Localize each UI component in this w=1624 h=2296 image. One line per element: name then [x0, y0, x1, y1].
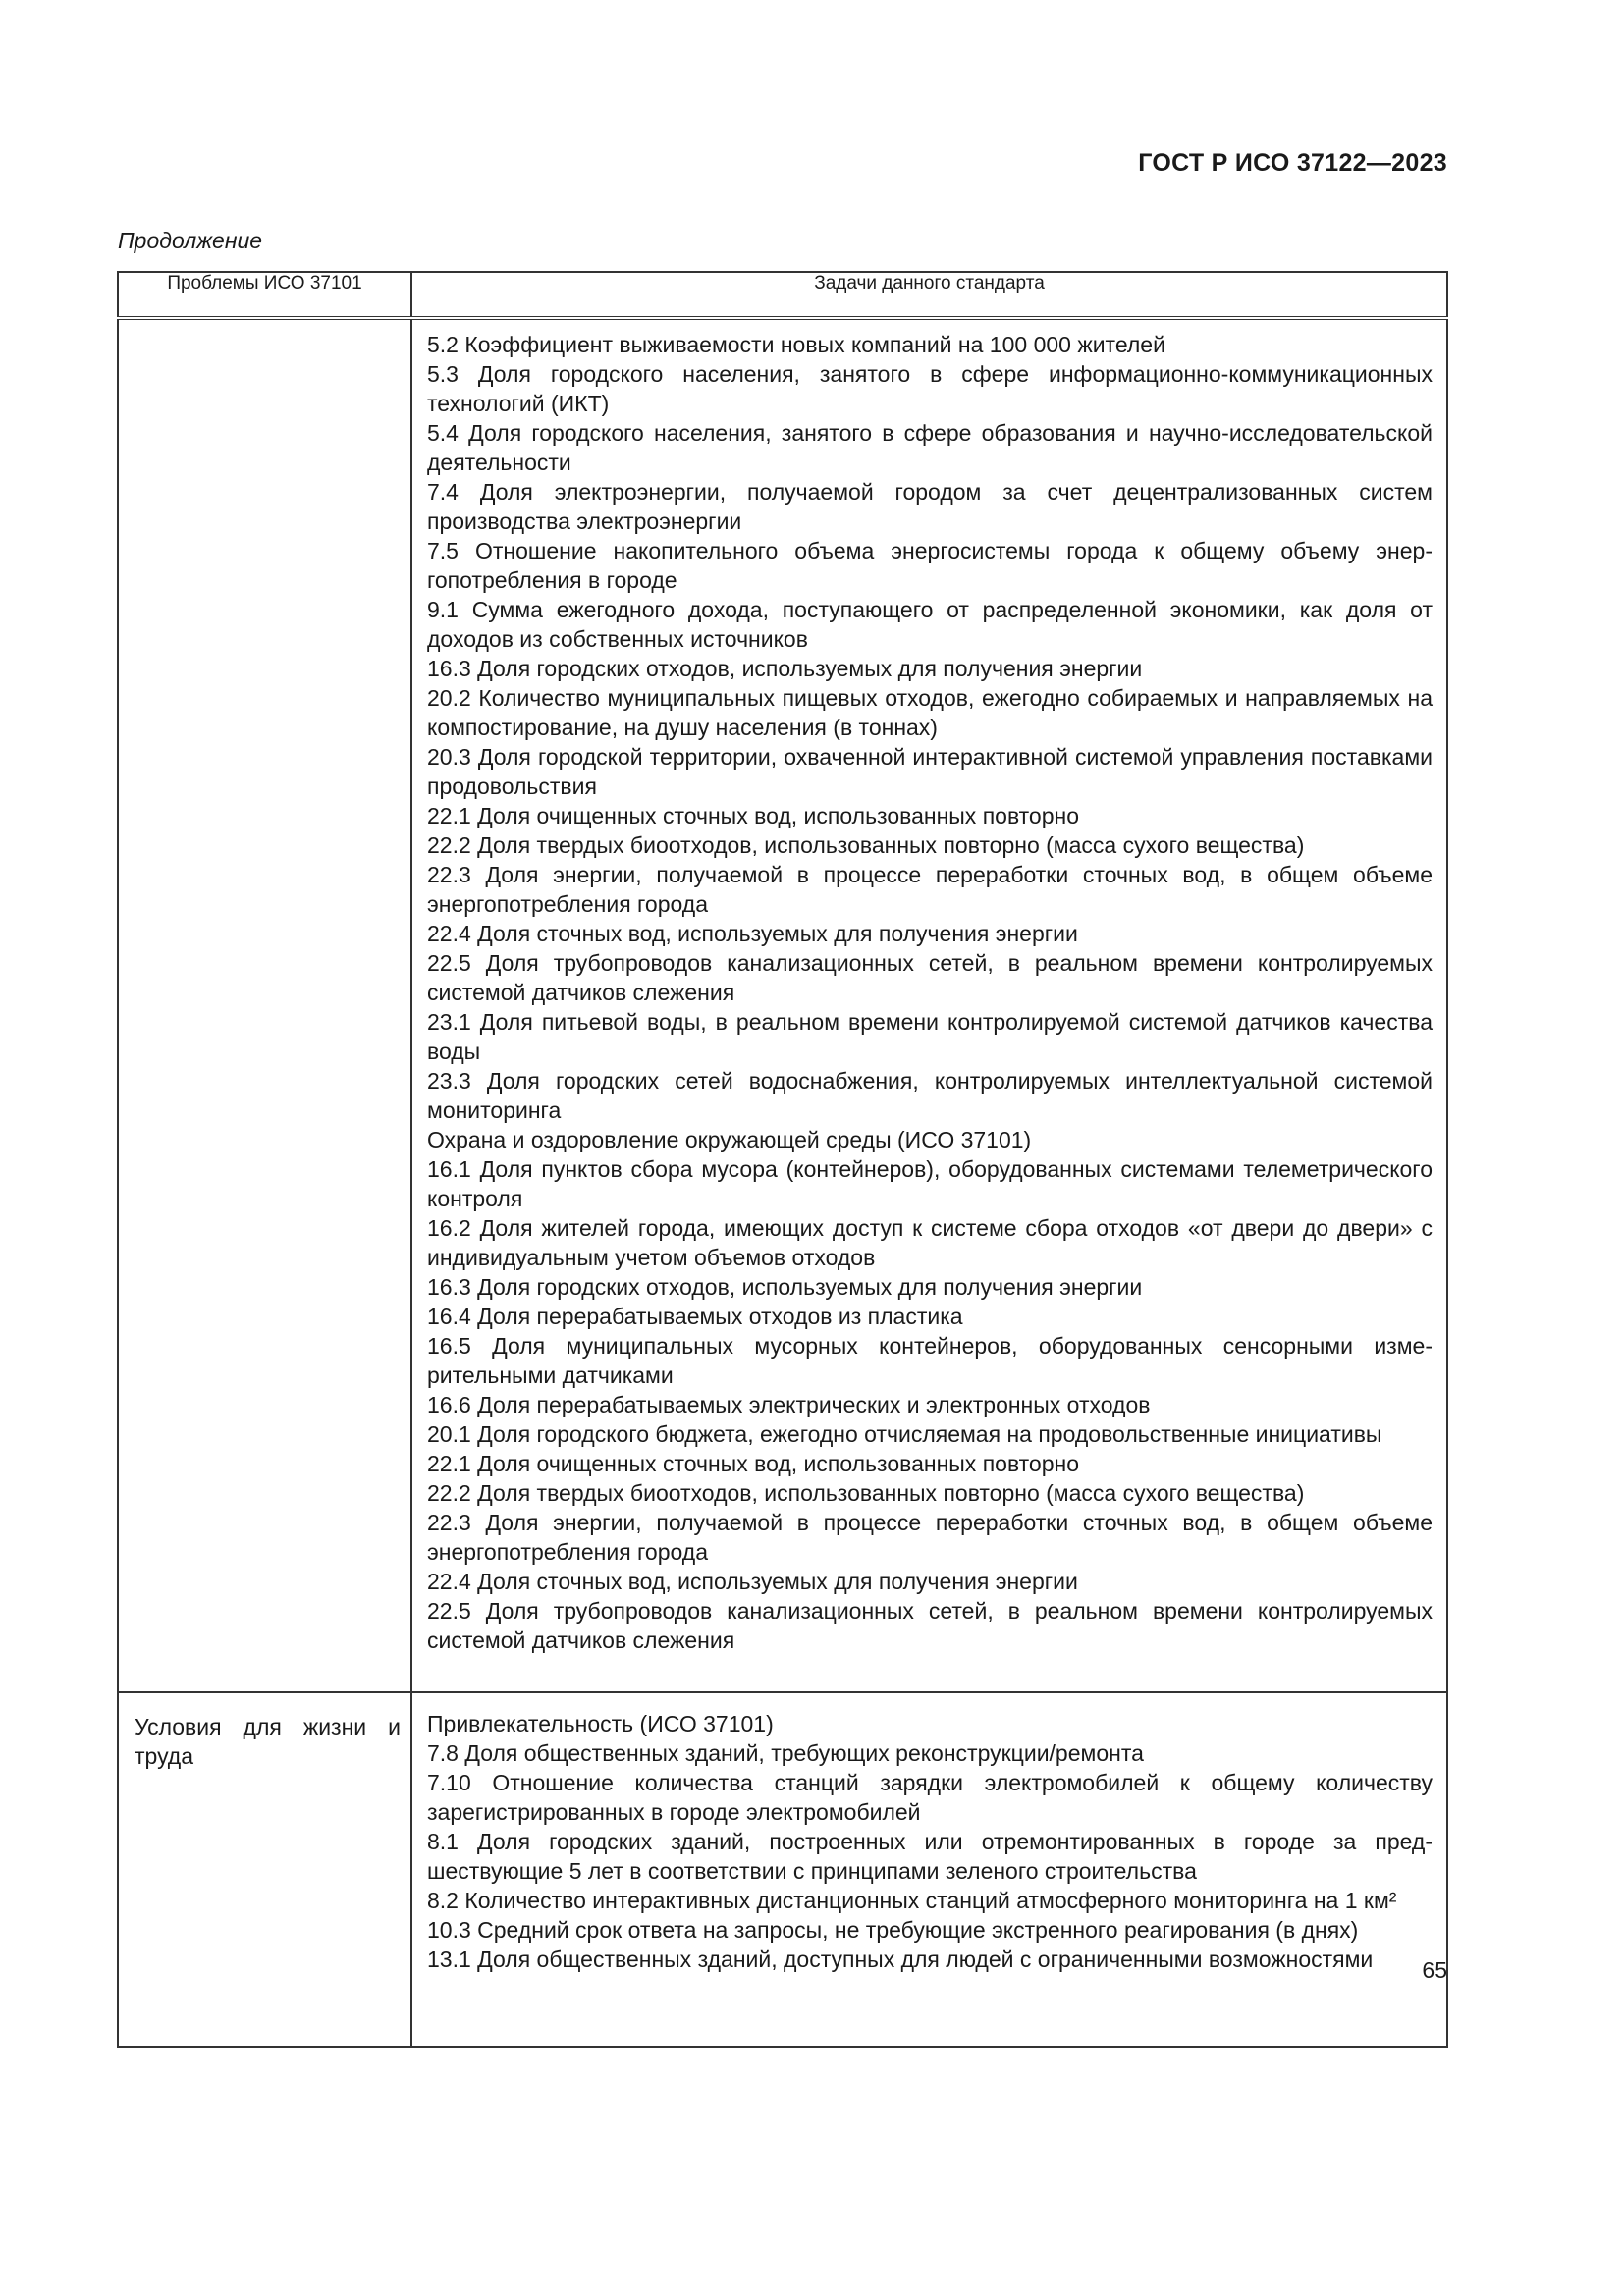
indicator-item: 20.2 Количество муниципальных пищевых отходов, ежегодно собираемых и направляемых на компостирование, на душу населения (в тоннах): [427, 685, 1433, 740]
indicator-item: 22.1 Доля очищенных сточных вод, использованных повторно: [427, 1451, 1080, 1476]
indicator-item: 7.4 Доля электроэнергии, получаемой городом за счет децентрализованных систем производства электроэнергии: [427, 479, 1433, 534]
problem-cell: Условия для жизни и труда: [118, 1692, 411, 2047]
indicator-item: 22.5 Доля трубопроводов канализационных сетей, в реальном времени контролируемых системой датчиков слежения: [427, 1598, 1433, 1653]
indicator-item: 22.2 Доля твердых биоотходов, использованных повторно (масса сухого вещества): [427, 832, 1305, 858]
indicator-item: 16.6 Доля перерабатываемых электрических и электронных отходов: [427, 1392, 1151, 1417]
indicator-item: 8.2 Количество интерактивных дистанционных станций атмосферного мониторинга на 1 км²: [427, 1888, 1397, 1913]
indicator-item: 16.3 Доля городских отходов, используемых для получения энергии: [427, 1274, 1143, 1300]
indicator-item: Охрана и оздоровление окружающей среды (ИСО 37101): [427, 1127, 1032, 1152]
indicator-item: 22.3 Доля энергии, получаемой в процессе переработки сточных вод, в общем объеме энергопотребления города: [427, 862, 1433, 917]
indicator-item: 22.3 Доля энергии, получаемой в процессе переработки сточных вод, в общем объеме энергопотребления города: [427, 1510, 1433, 1565]
indicator-item: 22.5 Доля трубопроводов канализационных сетей, в реальном времени контролируемых системой датчиков слежения: [427, 950, 1433, 1005]
indicator-item: 22.2 Доля твердых биоотходов, использованных повторно (масса сухого вещества): [427, 1480, 1305, 1506]
indicators-table: [117, 271, 1448, 2048]
column-header-tasks: Задачи данного стандарта: [411, 272, 1447, 318]
tasks-cell: [411, 1692, 1447, 2047]
indicator-item: 7.5 Отношение накопительного объема энергосистемы города к общему объему энергопотребления в городе: [427, 538, 1433, 593]
table-row: [118, 1692, 1447, 2047]
indicator-item: 9.1 Сумма ежегодного дохода, поступающего от распределенной экономики, как доля от доходов из собственных источников: [427, 597, 1433, 652]
indicator-item: 22.1 Доля очищенных сточных вод, использованных повторно: [427, 803, 1080, 828]
indicator-item: 5.3 Доля городского населения, занятого в сфере информационно-коммуникационных технологий (ИКТ): [427, 361, 1433, 416]
indicator-item: 10.3 Средний срок ответа на запросы, не требующие экстренного реагирования (в днях): [427, 1917, 1359, 1943]
indicator-item: 5.4 Доля городского населения, занятого в сфере образования и научно-исследовательской деятельности: [427, 420, 1433, 475]
indicator-item: 16.3 Доля городских отходов, используемых для получения энергии: [427, 656, 1143, 681]
tasks-cell: [411, 318, 1447, 1692]
indicator-item: 5.2 Коэффициент выживаемости новых компаний на 100 000 жителей: [427, 332, 1165, 357]
indicator-item: 8.1 Доля городских зданий, построенных или отремонтированных в городе за предшествующие 5 лет в соответствии с принципами зеленого строительства: [427, 1829, 1433, 1884]
indicator-item: Привлекательность (ИСО 37101): [427, 1711, 774, 1736]
continuation-label: Продолжение: [118, 228, 263, 253]
table-row: [118, 318, 1447, 1692]
indicator-item: 16.2 Доля жителей города, имеющих доступ к системе сбора отходов «от двери до двери» с индивидуальным учетом объемов отходов: [427, 1215, 1433, 1270]
indicator-item: 16.5 Доля муниципальных мусорных контейнеров, оборудованных сенсорными измерительными датчиками: [427, 1333, 1433, 1388]
indicator-item: 13.1 Доля общественных зданий, доступных для людей с ограниченными возможностями: [427, 1947, 1374, 1972]
problem-cell: [118, 318, 411, 1692]
indicator-item: 23.3 Доля городских сетей водоснабжения, контролируемых интеллектуальной системой мониторинга: [427, 1068, 1433, 1123]
standard-code-header: ГОСТ Р ИСО 37122—2023: [1138, 149, 1447, 177]
indicator-item: 20.3 Доля городской территории, охваченной интерактивной системой управления поставками продовольствия: [427, 744, 1433, 799]
indicator-item: 7.8 Доля общественных зданий, требующих реконструкции/ремонта: [427, 1740, 1144, 1766]
indicator-item: 23.1 Доля питьевой воды, в реальном времени контролируемой системой датчиков качества воды: [427, 1009, 1433, 1064]
indicator-item: 22.4 Доля сточных вод, используемых для получения энергии: [427, 1569, 1078, 1594]
indicator-item: 16.4 Доля перерабатываемых отходов из пластика: [427, 1304, 963, 1329]
indicator-item: 20.1 Доля городского бюджета, ежегодно отчисляемая на продовольственные инициативы: [427, 1421, 1382, 1447]
indicator-item: 7.10 Отношение количества станций зарядки электромобилей к общему количеству зарегистрированных в городе электромобилей: [427, 1770, 1433, 1825]
indicator-item: 22.4 Доля сточных вод, используемых для получения энергии: [427, 921, 1078, 946]
table-header-row: [118, 272, 1447, 318]
indicator-item: 16.1 Доля пунктов сбора мусора (контейнеров), оборудованных системами телеметрического контроля: [427, 1156, 1433, 1211]
page-number: 65: [1422, 1957, 1447, 1983]
column-header-problems: Проблемы ИСО 37101: [118, 272, 411, 318]
